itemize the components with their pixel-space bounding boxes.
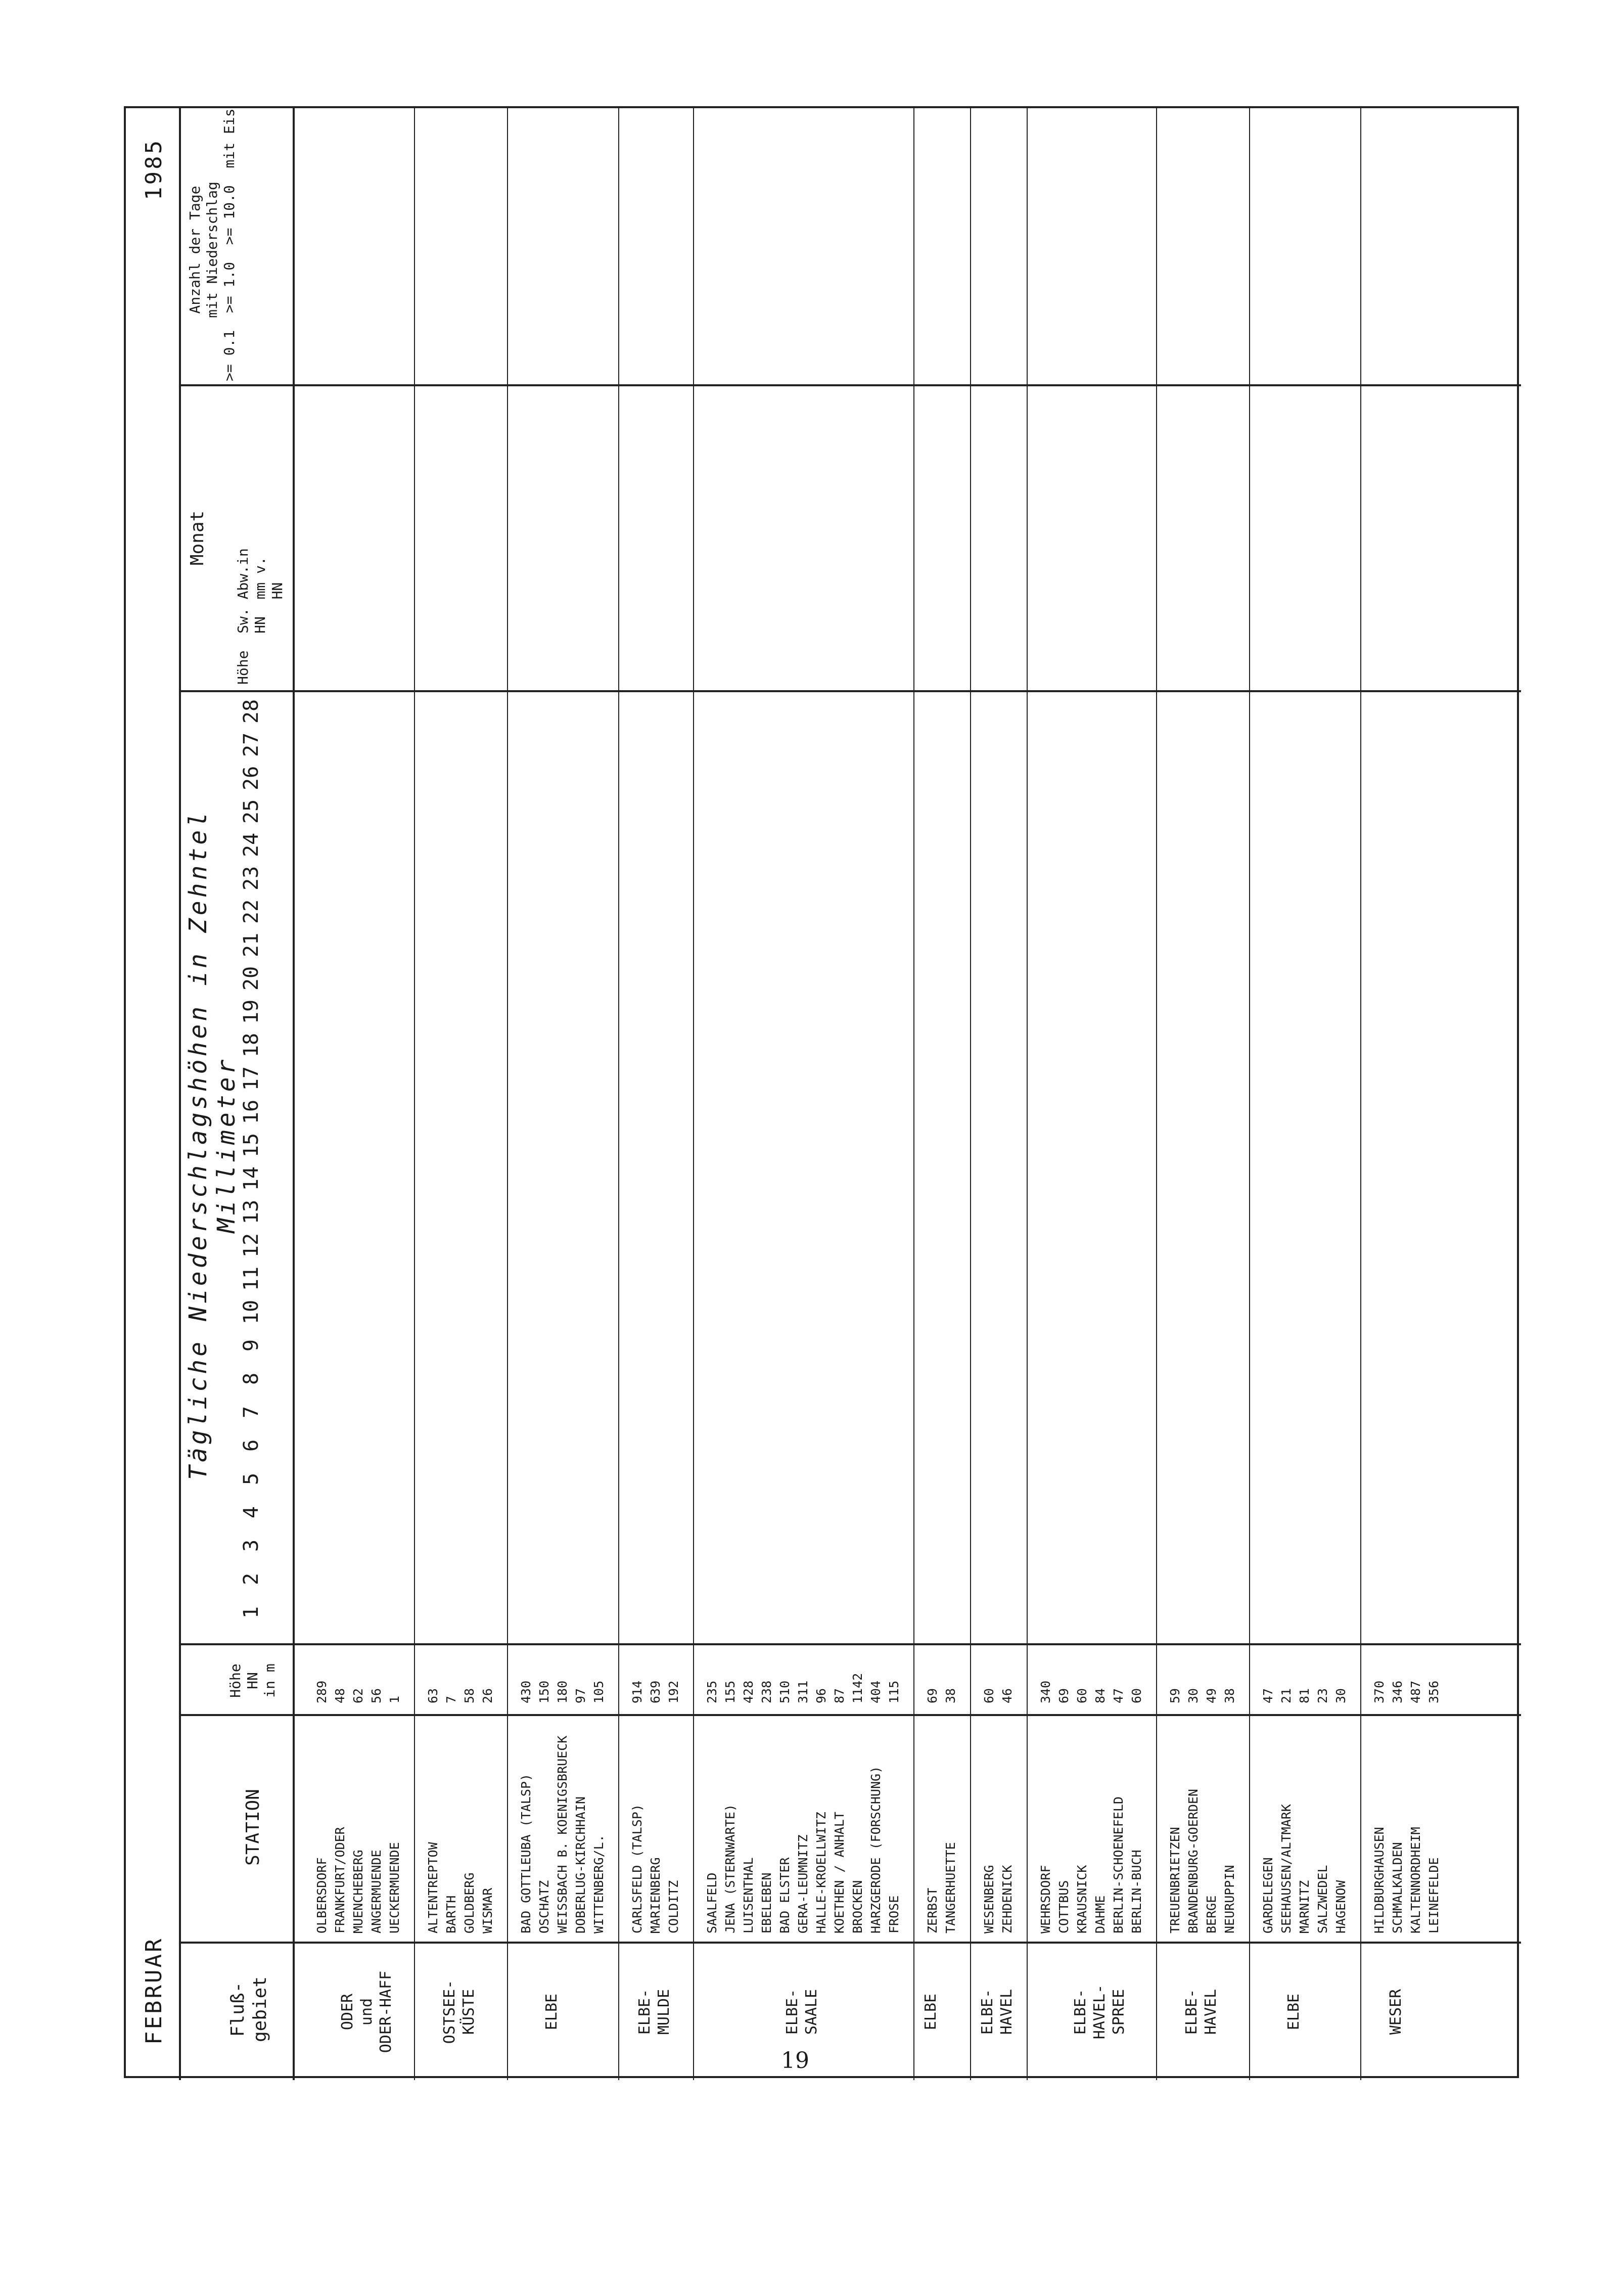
day-header: 20 (240, 966, 263, 991)
header-divider (293, 108, 295, 2080)
day-header: 7 (240, 1406, 263, 1419)
month-header: Monat (187, 510, 208, 566)
station-height: 58 (462, 1688, 477, 1703)
station-height: 1142 (850, 1673, 865, 1703)
station-name: DOBERLUG-KIRCHHAIN (573, 1796, 588, 1933)
day-header: 13 (240, 1199, 263, 1225)
title-divider (179, 108, 181, 2080)
station-name: BERGE (1204, 1895, 1219, 1933)
station-name: WITTENBERG/L. (591, 1834, 606, 1933)
day-header: 9 (240, 1339, 263, 1352)
basin-label: ELBE- MULDE (636, 1989, 673, 2035)
station-name: HILDBURGHAUSEN (1372, 1827, 1387, 1933)
station-height: 69 (1056, 1688, 1071, 1703)
day-header: 21 (240, 932, 263, 958)
station-height: 26 (480, 1688, 495, 1703)
station-height: 150 (537, 1680, 551, 1703)
days-divider (179, 690, 1521, 692)
station-name: NEURUPPIN (1222, 1865, 1237, 1933)
station-height: 105 (591, 1680, 606, 1703)
station-name: BERLIN-SCHOENEFELD (1111, 1796, 1126, 1933)
station-name: LUISENTHAL (741, 1857, 756, 1933)
station-name: JENA (STERNWARTE) (723, 1804, 738, 1933)
station-height: 370 (1372, 1680, 1387, 1703)
station-height: 238 (759, 1680, 774, 1703)
day-header: 11 (240, 1266, 263, 1291)
station-height: 289 (314, 1680, 329, 1703)
station-name: FRANKFURT/ODER (333, 1827, 347, 1933)
day-header: 3 (240, 1539, 263, 1552)
station-name: GOLDBERG (462, 1872, 477, 1933)
group-divider (507, 108, 508, 2080)
station-name: CARLSFELD (TALSP) (630, 1804, 644, 1933)
station-name: KALTENNORDHEIM (1408, 1827, 1423, 1933)
station-name: SCHMALKALDEN (1390, 1842, 1405, 1933)
group-divider (693, 108, 694, 2080)
station-height: 49 (1204, 1688, 1219, 1703)
station-height: 47 (1261, 1688, 1275, 1703)
group-divider (913, 108, 914, 2080)
basin-divider (179, 1942, 1521, 1944)
station-height: 510 (777, 1680, 792, 1703)
day-header: 4 (240, 1506, 263, 1519)
station-height: 60 (982, 1688, 996, 1703)
station-divider (179, 1714, 1521, 1716)
day-header: 18 (240, 1032, 263, 1058)
station-height: 115 (887, 1680, 901, 1703)
station-height: 1 (387, 1695, 402, 1703)
station-height: 60 (1075, 1688, 1089, 1703)
station-height: 46 (1000, 1688, 1015, 1703)
station-height: 30 (1333, 1688, 1348, 1703)
basin-label: OSTSEE- KÜSTE (441, 1979, 478, 2044)
station-name: GERA-LEUMNITZ (796, 1834, 810, 1933)
rotated-table (126, 108, 1521, 2080)
page-number: 19 (781, 2048, 809, 2074)
group-divider (1360, 108, 1361, 2080)
day-header: 5 (240, 1472, 263, 1485)
day-header: 10 (240, 1299, 263, 1325)
day-header: 23 (240, 866, 263, 891)
day-header: 8 (240, 1372, 263, 1385)
station-name: GARDELEGEN (1261, 1857, 1275, 1933)
station-height: 30 (1186, 1688, 1201, 1703)
year-label: 1985 (141, 139, 167, 200)
station-height: 81 (1297, 1688, 1312, 1703)
station-height: 356 (1426, 1680, 1441, 1703)
station-name: COLDITZ (666, 1880, 681, 1933)
days-count-header: Anzahl der Tage mit Niederschlag >= 0.1 >= 1.0 >= 10.0 mit Eis (187, 108, 238, 381)
station-height: 311 (796, 1680, 810, 1703)
basin-label: ELBE- HAVEL- SPREE (1072, 1984, 1128, 2040)
station-name: KOETHEN / ANHALT (832, 1812, 847, 1933)
station-name: SALZWEDEL (1315, 1865, 1330, 1933)
day-header: 6 (240, 1439, 263, 1452)
station-height: 47 (1111, 1688, 1126, 1703)
day-header: 26 (240, 766, 263, 791)
station-name: COTTBUS (1056, 1880, 1071, 1933)
station-height: 340 (1038, 1680, 1053, 1703)
station-name: LEINEFELDE (1426, 1857, 1441, 1933)
station-name: SAALFELD (705, 1872, 719, 1933)
station-name: ANGERMUENDE (369, 1850, 384, 1933)
station-height: 487 (1408, 1680, 1423, 1703)
station-height: 63 (426, 1688, 440, 1703)
basin-label: ELBE- SAALE (784, 1989, 820, 2035)
station-height: 84 (1093, 1688, 1108, 1703)
station-name: ALTENTREPTOW (426, 1842, 440, 1933)
day-header: 24 (240, 832, 263, 858)
basin-label: WESER (1387, 1989, 1405, 2035)
station-height: 428 (741, 1680, 756, 1703)
station-name: SEEHAUSEN/ALTMARK (1279, 1804, 1294, 1933)
day-header: 2 (240, 1572, 263, 1586)
station-height: 639 (648, 1680, 663, 1703)
height-header: Höhe HN in m (227, 1663, 278, 1698)
station-name: TANGERHUETTE (943, 1842, 958, 1933)
day-header: 28 (240, 699, 263, 724)
station-height: 59 (1168, 1688, 1182, 1703)
station-name: HALLE-KROELLWITZ (814, 1812, 828, 1933)
station-name: BARTH (444, 1895, 458, 1933)
station-height: 404 (868, 1680, 883, 1703)
day-header: 17 (240, 1066, 263, 1091)
day-header: 15 (240, 1133, 263, 1158)
station-name: HAGENOW (1333, 1880, 1348, 1933)
station-height: 69 (925, 1688, 940, 1703)
basin-label: ODER und ODER-HAFF (339, 1970, 395, 2053)
station-name: BROCKEN (850, 1880, 865, 1933)
height-divider (179, 1643, 1521, 1645)
table-title: Tägliche Niederschlagshöhen in Zehntel Millimeter (184, 809, 241, 1480)
month-label: FEBRUAR (141, 1937, 167, 2045)
station-height: 7 (444, 1695, 458, 1703)
month-divider (179, 384, 1521, 386)
station-height: 56 (369, 1688, 384, 1703)
day-header: 19 (240, 999, 263, 1024)
station-height: 38 (943, 1688, 958, 1703)
station-height: 87 (832, 1688, 847, 1703)
station-height: 155 (723, 1680, 738, 1703)
station-height: 180 (555, 1680, 570, 1703)
station-name: OSCHATZ (537, 1880, 551, 1933)
group-divider (1156, 108, 1157, 2080)
station-name: WEHRSDORF (1038, 1865, 1053, 1933)
station-height: 235 (705, 1680, 719, 1703)
day-header: 27 (240, 732, 263, 757)
station-height: 38 (1222, 1688, 1237, 1703)
day-header: 14 (240, 1166, 263, 1191)
station-name: BRANDENBURG-GOERDEN (1186, 1789, 1201, 1933)
station-name: UECKERMUENDE (387, 1842, 402, 1933)
station-name: BAD GOTTLEUBA (TALSP) (519, 1773, 533, 1933)
station-name: KRAUSNICK (1075, 1865, 1089, 1933)
basin-label: ELBE- HAVEL (979, 1989, 1016, 2035)
day-header: 22 (240, 899, 263, 924)
station-height: 346 (1390, 1680, 1405, 1703)
station-name: TREUENBRIETZEN (1168, 1827, 1182, 1933)
station-name: MUENCHEBERG (351, 1850, 365, 1933)
month-subheader: Höhe Sw. Abw.in HN mm v. HN (235, 548, 286, 685)
station-name: DAHME (1093, 1895, 1108, 1933)
station-name: WESENBERG (982, 1865, 996, 1933)
station-height: 97 (573, 1688, 588, 1703)
group-divider (1027, 108, 1028, 2080)
station-name: WEISSBACH B. KOENIGSBRUECK (555, 1735, 570, 1933)
station-height: 48 (333, 1688, 347, 1703)
station-height: 192 (666, 1680, 681, 1703)
station-name: WISMAR (480, 1887, 495, 1933)
basin-label: ELBE (543, 1993, 561, 2031)
station-name: BERLIN-BUCH (1129, 1850, 1144, 1933)
station-height: 914 (630, 1680, 644, 1703)
day-header: 12 (240, 1233, 263, 1258)
day-header: 16 (240, 1099, 263, 1124)
station-height: 60 (1129, 1688, 1144, 1703)
station-height: 62 (351, 1688, 365, 1703)
basin-label: ELBE (922, 1993, 940, 2031)
station-height: 430 (519, 1680, 533, 1703)
station-height: 96 (814, 1688, 828, 1703)
station-header: STATION (243, 1789, 263, 1866)
group-divider (1249, 108, 1250, 2080)
basin-label: ELBE (1285, 1993, 1303, 2031)
basin-header: Fluß- gebiet (227, 1976, 270, 2043)
station-name: ZERBST (925, 1887, 940, 1933)
title-bar (126, 108, 181, 2080)
station-height: 21 (1279, 1688, 1294, 1703)
station-name: EBELEBEN (759, 1872, 774, 1933)
day-header: 1 (240, 1606, 263, 1619)
basin-label: ELBE- HAVEL (1183, 1989, 1220, 2035)
station-name: MARIENBERG (648, 1857, 663, 1933)
station-height: 23 (1315, 1688, 1330, 1703)
station-name: OLBERSDORF (314, 1857, 329, 1933)
station-name: FROSE (887, 1895, 901, 1933)
station-name: BAD ELSTER (777, 1857, 792, 1933)
table-frame (124, 106, 1519, 2078)
station-name: ZEHDENICK (1000, 1865, 1015, 1933)
group-divider (970, 108, 971, 2080)
station-name: MARNITZ (1297, 1880, 1312, 1933)
day-header: 25 (240, 799, 263, 824)
group-divider (414, 108, 415, 2080)
group-divider (618, 108, 619, 2080)
station-name: HARZGERODE (FORSCHUNG) (868, 1766, 883, 1933)
